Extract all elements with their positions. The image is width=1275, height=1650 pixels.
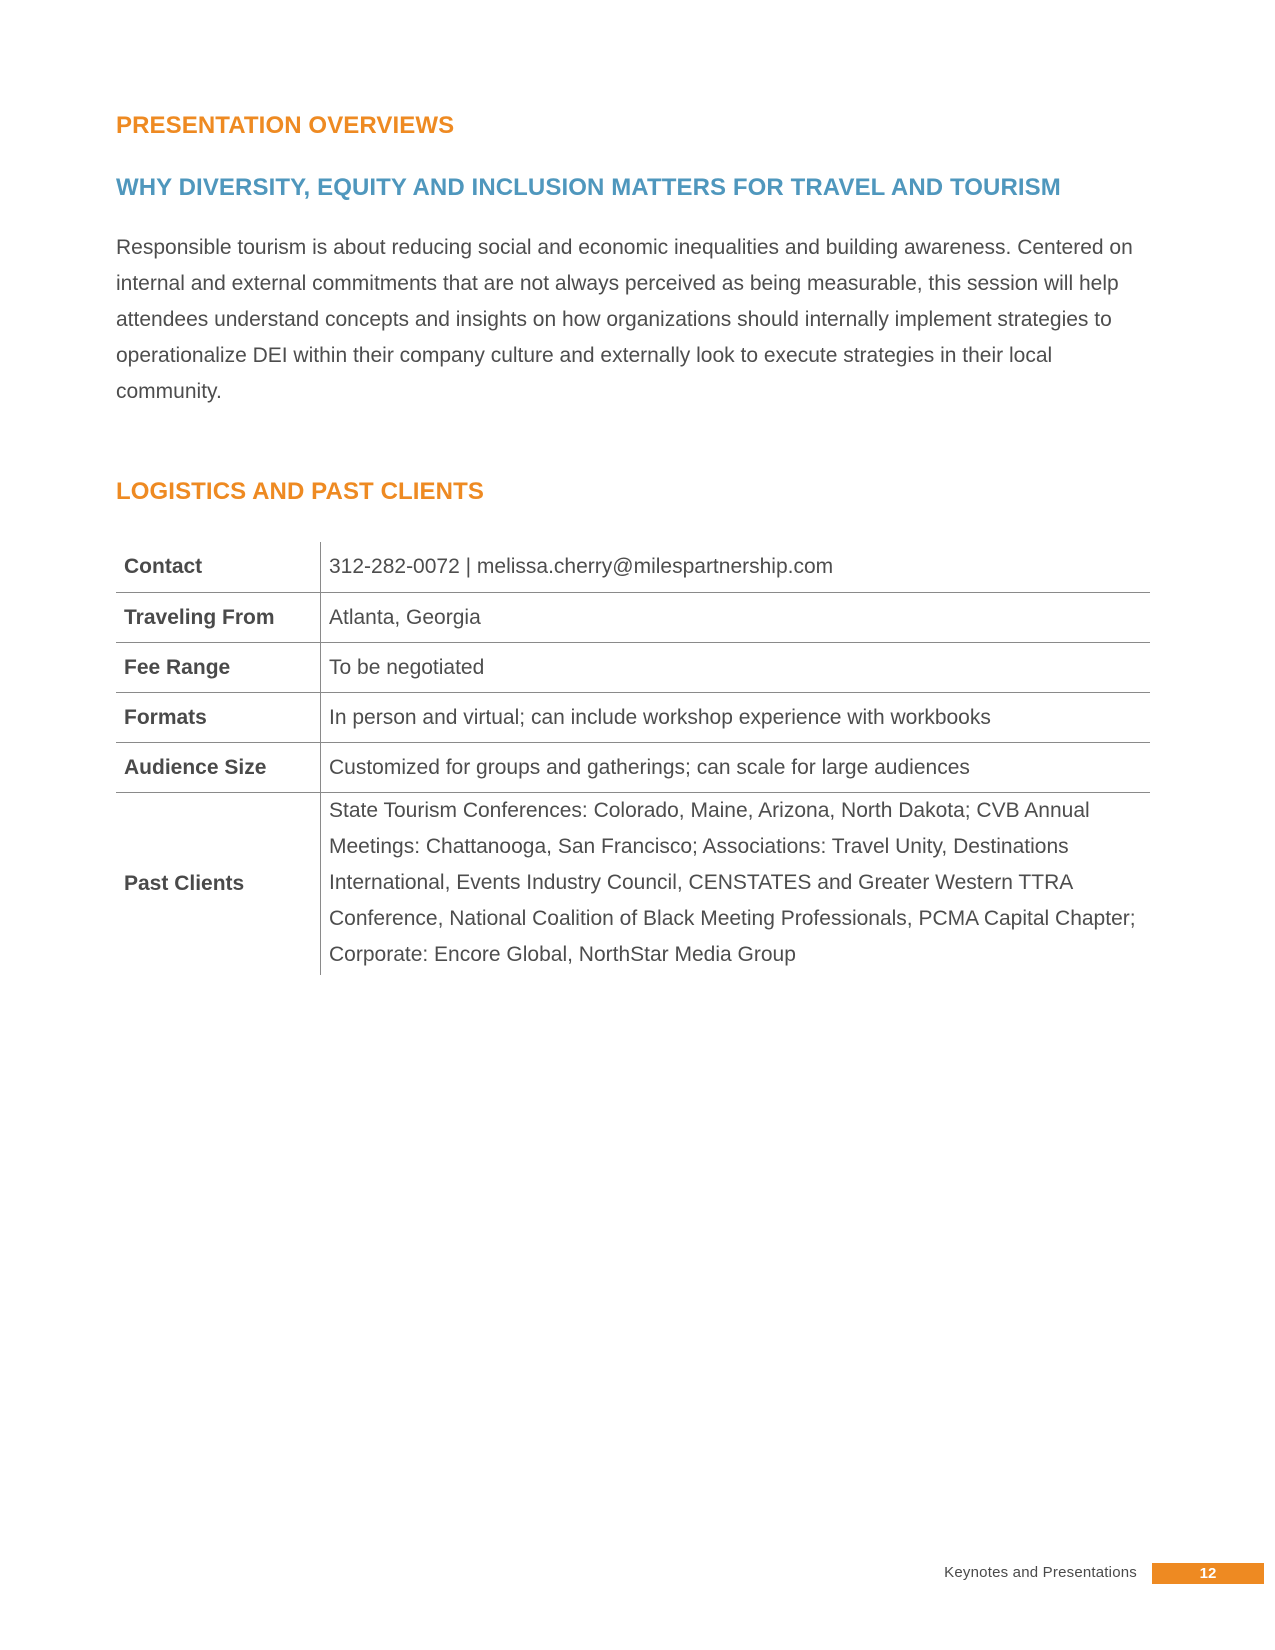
row-value-traveling-from: Atlanta, Georgia: [329, 605, 481, 629]
table-row: [116, 793, 1150, 976]
row-value-formats: In person and virtual; can include workshop experience with workbooks: [329, 705, 991, 729]
logistics-table: [116, 542, 1150, 975]
row-value-contact: 312-282-0072 | melissa.cherry@milespartnership.com: [329, 555, 834, 578]
row-label-contact: Contact: [116, 542, 321, 593]
row-label-formats: Formats: [116, 693, 321, 743]
row-value-fee-range: To be negotiated: [329, 655, 485, 679]
footer-section-label: Keynotes and Presentations: [944, 1564, 1137, 1581]
table-row: [116, 542, 1150, 593]
row-label-audience-size: Audience Size: [116, 743, 321, 793]
table-row: [116, 593, 1150, 643]
row-value-past-clients: State Tourism Conferences: Colorado, Maine, Arizona, North Dakota; CVB Annual Meetings: Chattanooga, San Francisco; Associations: Travel Unity, Destinations International, Events Industry Council, CENSTATES and Greater Western TTRA Conference, National Coalition of Black Meeting Professionals, PCMA Capital Chapter; Corporate: Encore Global, NorthStar Media Group: [329, 799, 1136, 966]
row-value-audience-size: Customized for groups and gatherings; can scale for large audiences: [329, 755, 970, 779]
section-title-logistics: LOGISTICS AND PAST CLIENTS: [116, 478, 484, 505]
page-number-badge: 12: [1152, 1563, 1264, 1584]
table-row: [116, 743, 1150, 793]
section-title-presentation-overviews: PRESENTATION OVERVIEWS: [116, 112, 455, 139]
presentation-description: Responsible tourism is about reducing social and economic inequalities and building awareness. Centered on internal and external commitments that are not always perceived as being measurable, this session will help attendees understand concepts and insights on how organizations should internally implement strategies to operationalize DEI within their company culture and externally look to execute strategies in their local community.: [116, 236, 1133, 403]
row-label-past-clients: Past Clients: [116, 793, 321, 976]
presentation-title: WHY DIVERSITY, EQUITY AND INCLUSION MATTERS FOR TRAVEL AND TOURISM: [116, 174, 1061, 201]
row-label-fee-range: Fee Range: [116, 643, 321, 693]
row-label-traveling-from: Traveling From: [116, 593, 321, 643]
table-row: [116, 643, 1150, 693]
table-row: [116, 693, 1150, 743]
